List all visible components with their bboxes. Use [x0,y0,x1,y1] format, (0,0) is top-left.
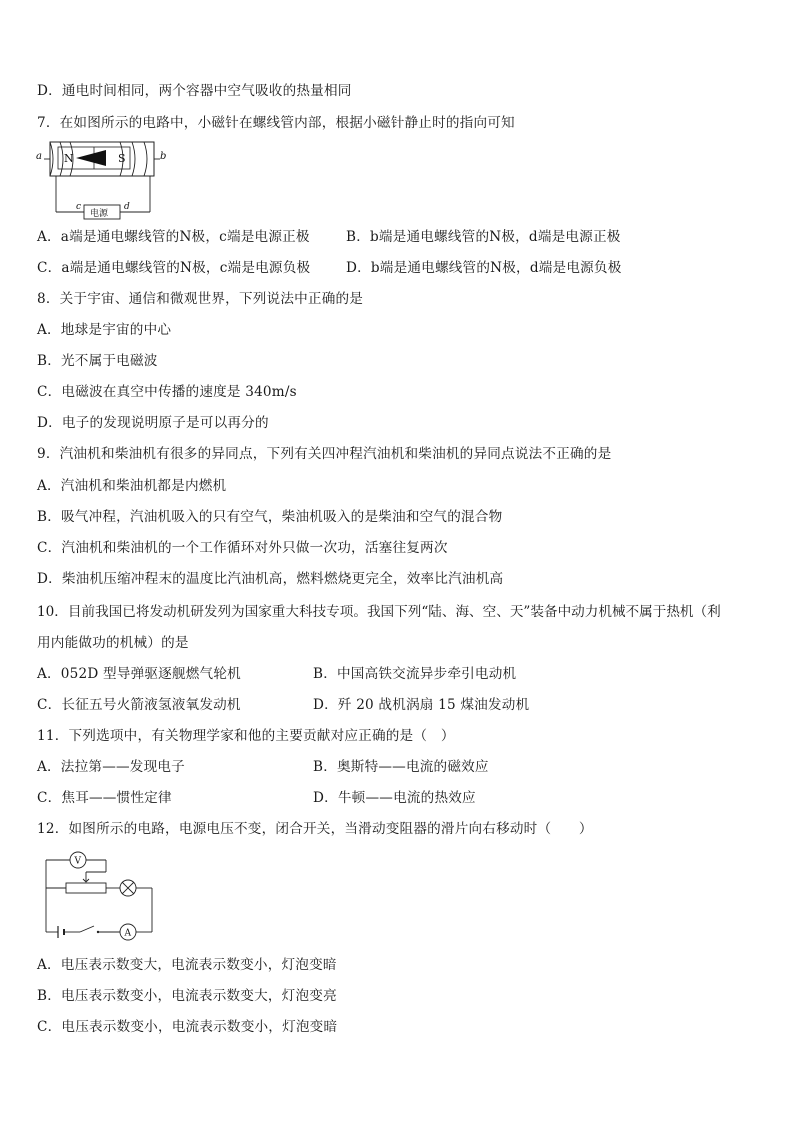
q10-option-a: A．052D 型导弹驱逐舰燃气轮机 [37,666,241,682]
switch-icon [97,931,99,933]
south-pole-label: S [118,152,126,165]
q12-circuit-figure [40,848,170,944]
q12-option-c: C．电压表示数变小，电流表示数变小，灯泡变暗 [37,1019,338,1035]
q10-option-c: C．长征五号火箭液氢液氧发动机 [37,697,241,713]
q8-option-a: A．地球是宇宙的中心 [37,322,172,338]
q9-option-d: D．柴油机压缩冲程末的温度比汽油机高，燃料燃烧更完全，效率比汽油机高 [37,571,504,587]
q11-option-c: C．焦耳——惯性定律 [37,790,172,806]
q7-option-c: C．a端是通电螺线管的N极，c端是电源负极 [37,260,311,276]
q11-stem: 11．下列选项中，有关物理学家和他的主要贡献对应正确的是（ ） [37,728,455,744]
q8-option-c: C．电磁波在真空中传播的速度是 340m/s [37,384,297,400]
q7-solenoid-circuit-figure [36,138,166,224]
ammeter-label: A [124,928,131,939]
q12-stem: 12．如图所示的电路，电源电压不变，闭合开关，当滑动变阻器的滑片向右移动时（ ） [37,821,593,837]
terminal-d-label: d [124,202,130,212]
q9-stem: 9．汽油机和柴油机有很多的异同点，下列有关四冲程汽油机和柴油机的异同点说法不正确的是 [37,446,612,462]
voltmeter-label: V [74,856,81,867]
end-a-label: a [36,151,42,162]
q6-option-d: D．通电时间相同，两个容器中空气吸收的热量相同 [37,83,352,99]
q9-option-a: A．汽油机和柴油机都是内燃机 [37,478,227,494]
q7-option-b: B．b端是通电螺线管的N极，d端是电源正极 [346,229,621,245]
q12-option-a: A．电压表示数变大，电流表示数变小，灯泡变暗 [37,957,337,973]
q7-option-a: A．a端是通电螺线管的N极，c端是电源正极 [37,229,310,245]
power-source-label: 电源 [90,209,109,219]
q8-option-b: B．光不属于电磁波 [37,353,158,369]
q11-option-a: A．法拉第——发现电子 [37,759,185,775]
compass-needle-icon [76,150,106,166]
north-pole-label: N [64,152,74,165]
q11-option-d: D．牛顿——电流的热效应 [313,790,476,806]
q9-option-c: C．汽油机和柴油机的一个工作循环对外只做一次功，活塞往复两次 [37,540,448,556]
terminal-c-label: c [76,202,82,212]
q10-stem-line1: 10．目前我国已将发动机研发列为国家重大科技专项。我国下列“陆、海、空、天”装备中动力机械不属于热机（利 [37,604,721,620]
q10-option-b: B．中国高铁交流异步牵引电动机 [313,666,517,682]
q11-option-b: B．奥斯特——电流的磁效应 [313,759,489,775]
end-b-label: b [160,151,166,162]
q8-stem: 8．关于宇宙、通信和微观世界，下列说法中正确的是 [37,291,364,307]
q10-option-d: D．歼 20 战机涡扇 15 煤油发动机 [313,697,530,713]
q8-option-d: D．电子的发现说明原子是可以再分的 [37,415,269,431]
q7-option-d: D．b端是通电螺线管的N极，d端是电源负极 [346,260,622,276]
q10-stem-line2: 用内能做功的机械）的是 [37,635,189,651]
q9-option-b: B．吸气冲程，汽油机吸入的只有空气，柴油机吸入的是柴油和空气的混合物 [37,509,503,525]
q7-stem: 7．在如图所示的电路中，小磁针在螺线管内部，根据小磁针静止时的指向可知 [37,115,515,131]
q12-option-b: B．电压表示数变小，电流表示数变大，灯泡变亮 [37,988,337,1004]
